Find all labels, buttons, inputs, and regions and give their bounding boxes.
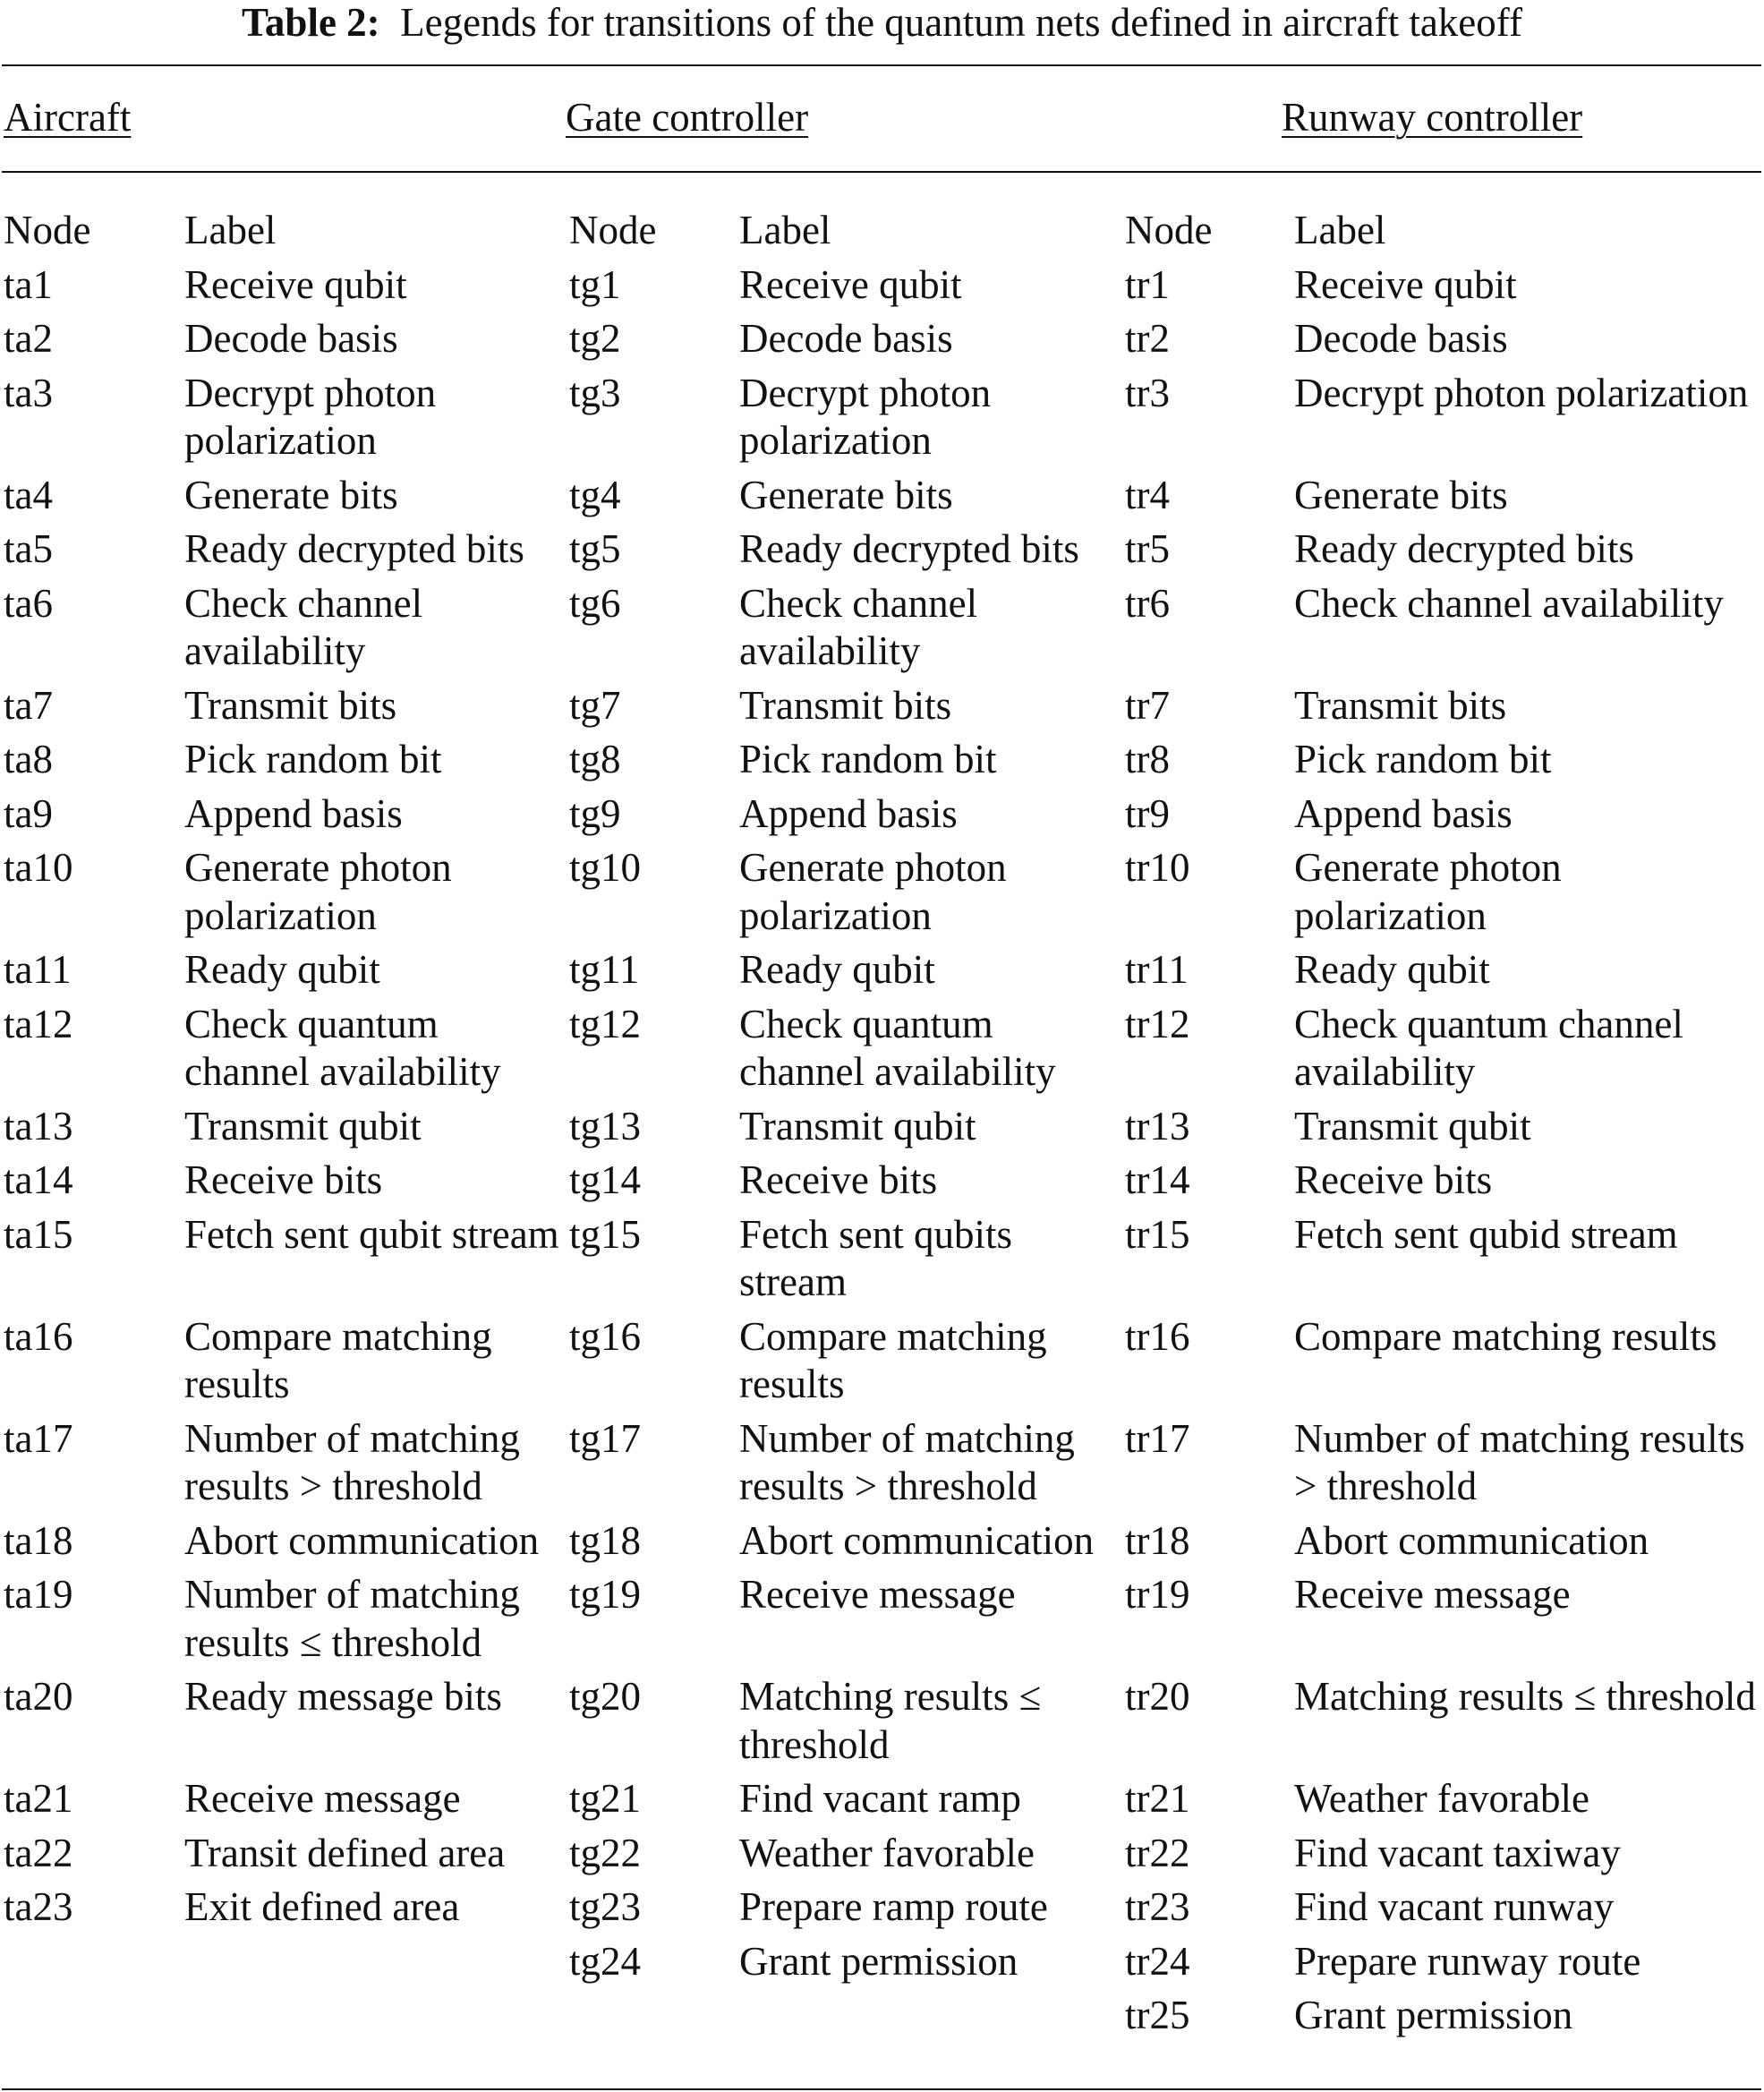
table-row (4, 1313, 1760, 1415)
cell-aircraft-node: ta1 (4, 261, 53, 307)
col-header-runway-label: Label (1294, 208, 1386, 252)
table-row (4, 790, 1760, 845)
cell-gate-node: tg16 (569, 1313, 642, 1359)
table-row (4, 1103, 1760, 1157)
cell-aircraft-node: ta20 (4, 1674, 73, 1719)
table-row (4, 261, 1760, 316)
cell-runway-node: tr20 (1125, 1674, 1190, 1719)
cell-runway-label: Grant permission (1294, 1993, 1573, 2037)
cell-aircraft-node: ta12 (4, 1001, 73, 1046)
table-row (4, 580, 1760, 682)
cell-gate-node: tg17 (569, 1415, 642, 1461)
cell-gate-label: Pick random bit (739, 737, 997, 781)
cell-aircraft-node: ta23 (4, 1884, 73, 1929)
cell-gate-label: Receive bits (739, 1157, 938, 1202)
legend-body (4, 261, 1760, 2046)
cell-runway-node: tr9 (1125, 790, 1170, 836)
cell-aircraft-label: Ready decrypted bits (184, 526, 524, 571)
cell-runway-node: tr14 (1125, 1157, 1190, 1202)
cell-gate-label: Ready qubit (739, 947, 935, 992)
cell-aircraft-label (184, 1938, 569, 1993)
cell-aircraft-node: ta8 (4, 737, 53, 781)
cell-runway-node: tr6 (1125, 580, 1170, 626)
cell-runway-node: tr11 (1125, 947, 1189, 992)
cell-gate-label: Fetch sent qubits stream (739, 1211, 1012, 1304)
cell-runway-label: Find vacant taxiway (1294, 1830, 1621, 1875)
cell-gate-label: Decrypt photon polarization (739, 370, 992, 463)
cell-gate-node: tg14 (569, 1157, 642, 1202)
cell-aircraft-label: Decrypt photon polarization (184, 370, 437, 463)
cell-runway-node: tr19 (1125, 1572, 1190, 1617)
cell-gate-node: tg8 (569, 737, 621, 781)
table-row (4, 370, 1760, 472)
group-header-gate-controller: Gate controller (566, 95, 809, 140)
col-header-runway-node: Node (1125, 208, 1213, 252)
cell-aircraft-label: Check channel availability (184, 580, 423, 673)
cell-aircraft-label: Generate bits (184, 472, 398, 517)
cell-aircraft-label: Ready message bits (184, 1674, 502, 1719)
cell-aircraft-node: ta21 (4, 1776, 73, 1821)
cell-aircraft-label: Generate photon polarization (184, 845, 452, 938)
table-row (4, 1211, 1760, 1313)
cell-runway-node: tr12 (1125, 1001, 1190, 1046)
cell-aircraft-label: Transmit qubit (184, 1103, 422, 1148)
cell-aircraft-node: ta7 (4, 682, 53, 728)
cell-runway-label: Ready decrypted bits (1294, 526, 1634, 571)
table-row (4, 1673, 1760, 1775)
cell-gate-label: Prepare ramp route (739, 1884, 1048, 1929)
cell-aircraft-label: Append basis (184, 790, 403, 836)
cell-runway-node: tr25 (1125, 1993, 1190, 2037)
cell-aircraft-node: ta4 (4, 472, 53, 517)
cell-runway-node: tr23 (1125, 1884, 1190, 1929)
cell-runway-node: tr13 (1125, 1103, 1190, 1148)
cell-gate-label: Weather favorable (739, 1830, 1035, 1875)
cell-runway-label: Receive qubit (1294, 261, 1517, 307)
cell-runway-label: Append basis (1294, 790, 1513, 836)
cell-runway-label: Transmit qubit (1294, 1103, 1531, 1148)
cell-aircraft-label: Pick random bit (184, 737, 442, 781)
table-row (4, 1883, 1760, 1938)
cell-gate-label: Check channel availability (739, 580, 978, 673)
cell-gate-node: tg18 (569, 1517, 642, 1563)
cell-gate-node: tg5 (569, 526, 621, 571)
cell-runway-node: tr10 (1125, 845, 1190, 890)
cell-aircraft-node: ta3 (4, 370, 53, 415)
cell-runway-node: tr4 (1125, 472, 1170, 517)
cell-aircraft-node: ta2 (4, 316, 53, 361)
cell-gate-node: tg23 (569, 1884, 642, 1929)
cell-runway-label: Check quantum channel availability (1294, 1001, 1683, 1094)
cell-runway-node: tr24 (1125, 1938, 1190, 1984)
cell-runway-label: Check channel availability (1294, 580, 1724, 626)
cell-runway-node: tr18 (1125, 1517, 1190, 1563)
cell-aircraft-node (4, 1938, 184, 1993)
cell-aircraft-label: Transit defined area (184, 1830, 506, 1875)
cell-aircraft-node: ta10 (4, 845, 73, 890)
cell-runway-node: tr15 (1125, 1211, 1190, 1257)
table-row (4, 1992, 1760, 2046)
cell-runway-node: tr7 (1125, 682, 1170, 728)
cell-gate-node (569, 1992, 739, 2046)
table-row (4, 844, 1760, 946)
col-header-aircraft-node: Node (4, 208, 91, 252)
cell-aircraft-node: ta19 (4, 1572, 73, 1617)
cell-gate-node: tg7 (569, 682, 621, 728)
cell-aircraft-label: Fetch sent qubit stream (184, 1211, 559, 1257)
header-rule (2, 171, 1761, 173)
cell-gate-label: Ready decrypted bits (739, 526, 1079, 571)
cell-gate-node: tg22 (569, 1830, 642, 1875)
cell-runway-label: Number of matching results > threshold (1294, 1415, 1745, 1508)
cell-runway-label: Compare matching results (1294, 1313, 1717, 1359)
cell-gate-label: Grant permission (739, 1938, 1018, 1984)
cell-gate-label: Append basis (739, 790, 958, 836)
cell-gate-node: tg2 (569, 316, 621, 361)
cell-aircraft-label: Receive bits (184, 1157, 383, 1202)
table-row (4, 946, 1760, 1001)
cell-aircraft-node: ta6 (4, 580, 53, 626)
cell-gate-label: Decode basis (739, 316, 953, 361)
cell-runway-label: Weather favorable (1294, 1776, 1589, 1821)
cell-gate-label: Check quantum channel availability (739, 1001, 1056, 1094)
table-row (4, 1830, 1760, 1884)
group-header-runway-controller: Runway controller (1282, 95, 1583, 140)
table-row (4, 736, 1760, 790)
cell-gate-label: Receive qubit (739, 261, 962, 307)
table-row (4, 472, 1760, 526)
cell-runway-node: tr3 (1125, 370, 1170, 415)
cell-aircraft-node: ta22 (4, 1830, 73, 1875)
cell-gate-node: tg1 (569, 261, 621, 307)
cell-gate-node: tg9 (569, 790, 621, 836)
cell-aircraft-label: Compare matching results (184, 1313, 492, 1406)
cell-aircraft-label: Abort communication (184, 1517, 540, 1563)
cell-runway-label: Generate bits (1294, 472, 1508, 517)
cell-aircraft-node: ta16 (4, 1313, 73, 1359)
cell-runway-node: tr17 (1125, 1415, 1190, 1461)
cell-runway-node: tr2 (1125, 316, 1170, 361)
cell-aircraft-label: Number of matching results > threshold (184, 1415, 520, 1508)
table-row (4, 1517, 1760, 1572)
cell-gate-label: Find vacant ramp (739, 1776, 1021, 1821)
caption-text: Legends for transitions of the quantum nets defined in aircraft takeoff (400, 0, 1522, 45)
cell-gate-node: tg15 (569, 1211, 642, 1257)
cell-gate-node: tg12 (569, 1001, 642, 1046)
cell-aircraft-label: Receive qubit (184, 261, 407, 307)
bottom-rule (2, 2088, 1761, 2090)
cell-gate-label: Number of matching results > threshold (739, 1415, 1075, 1508)
table-row (4, 1775, 1760, 1830)
cell-aircraft-label (184, 1992, 569, 2046)
cell-runway-node: tr5 (1125, 526, 1170, 571)
cell-gate-label: Compare matching results (739, 1313, 1047, 1406)
cell-gate-node: tg11 (569, 947, 640, 992)
table-row (4, 525, 1760, 580)
cell-gate-node: tg20 (569, 1674, 642, 1719)
cell-gate-node: tg19 (569, 1572, 642, 1617)
cell-aircraft-label: Receive message (184, 1776, 461, 1821)
cell-runway-label: Ready qubit (1294, 947, 1490, 992)
top-rule (2, 64, 1761, 66)
cell-aircraft-node: ta15 (4, 1211, 73, 1257)
cell-gate-node: tg4 (569, 472, 621, 517)
table-row (4, 1571, 1760, 1673)
cell-aircraft-node: ta9 (4, 790, 53, 836)
cell-gate-node: tg21 (569, 1776, 642, 1821)
cell-gate-label: Transmit qubit (739, 1103, 976, 1148)
cell-runway-label: Decode basis (1294, 316, 1508, 361)
cell-gate-label: Receive message (739, 1572, 1016, 1617)
table-row (4, 1001, 1760, 1103)
cell-runway-label: Generate photon polarization (1294, 845, 1562, 938)
cell-gate-node: tg24 (569, 1938, 642, 1984)
cell-aircraft-node: ta14 (4, 1157, 73, 1202)
cell-aircraft-node: ta5 (4, 526, 53, 571)
column-header-row (4, 207, 1760, 261)
col-header-gate-label: Label (739, 208, 831, 252)
cell-gate-label: Matching results ≤ threshold (739, 1674, 1042, 1767)
cell-gate-node: tg6 (569, 580, 621, 626)
cell-aircraft-node: ta18 (4, 1517, 73, 1563)
cell-gate-label: Transmit bits (739, 682, 952, 728)
table-row (4, 1157, 1760, 1211)
cell-runway-label: Abort communication (1294, 1517, 1649, 1563)
cell-aircraft-node: ta17 (4, 1415, 73, 1461)
cell-runway-node: tr21 (1125, 1776, 1190, 1821)
cell-gate-label: Generate bits (739, 472, 953, 517)
cell-runway-label: Pick random bit (1294, 737, 1552, 781)
cell-gate-node: tg10 (569, 845, 642, 890)
cell-runway-label: Matching results ≤ threshold (1294, 1674, 1756, 1719)
cell-aircraft-node: ta11 (4, 947, 72, 992)
cell-aircraft-node: ta13 (4, 1103, 73, 1148)
cell-aircraft-label: Ready qubit (184, 947, 380, 992)
cell-aircraft-node (4, 1992, 184, 2046)
col-header-aircraft-label: Label (184, 208, 277, 252)
cell-aircraft-label: Exit defined area (184, 1884, 460, 1929)
cell-gate-label: Abort communication (739, 1517, 1095, 1563)
cell-runway-node: tr16 (1125, 1313, 1190, 1359)
cell-aircraft-label: Decode basis (184, 316, 398, 361)
table-row (4, 682, 1760, 737)
table-row (4, 1938, 1760, 1993)
table-row (4, 315, 1760, 370)
caption-label: Table 2: (242, 0, 380, 45)
cell-gate-label: Generate photon polarization (739, 845, 1007, 938)
table-row (4, 1415, 1760, 1517)
cell-runway-label: Receive bits (1294, 1157, 1493, 1202)
cell-runway-label: Fetch sent qubid stream (1294, 1211, 1678, 1257)
cell-runway-label: Prepare runway route (1294, 1938, 1641, 1984)
col-header-gate-node: Node (569, 208, 657, 252)
cell-runway-label: Receive message (1294, 1572, 1571, 1617)
cell-runway-label: Find vacant runway (1294, 1884, 1615, 1929)
cell-aircraft-label: Transmit bits (184, 682, 397, 728)
cell-runway-node: tr22 (1125, 1830, 1190, 1875)
cell-gate-label (739, 1992, 1125, 2046)
cell-aircraft-label: Number of matching results ≤ threshold (184, 1572, 520, 1665)
cell-aircraft-label: Check quantum channel availability (184, 1001, 501, 1094)
cell-runway-label: Decrypt photon polarization (1294, 370, 1749, 415)
group-header-aircraft: Aircraft (4, 95, 132, 140)
cell-gate-node: tg3 (569, 370, 621, 415)
cell-gate-node: tg13 (569, 1103, 642, 1148)
table-caption (0, 0, 1764, 45)
cell-runway-node: tr1 (1125, 261, 1170, 307)
cell-runway-node: tr8 (1125, 737, 1170, 781)
cell-runway-label: Transmit bits (1294, 682, 1507, 728)
legend-table (4, 207, 1760, 2046)
